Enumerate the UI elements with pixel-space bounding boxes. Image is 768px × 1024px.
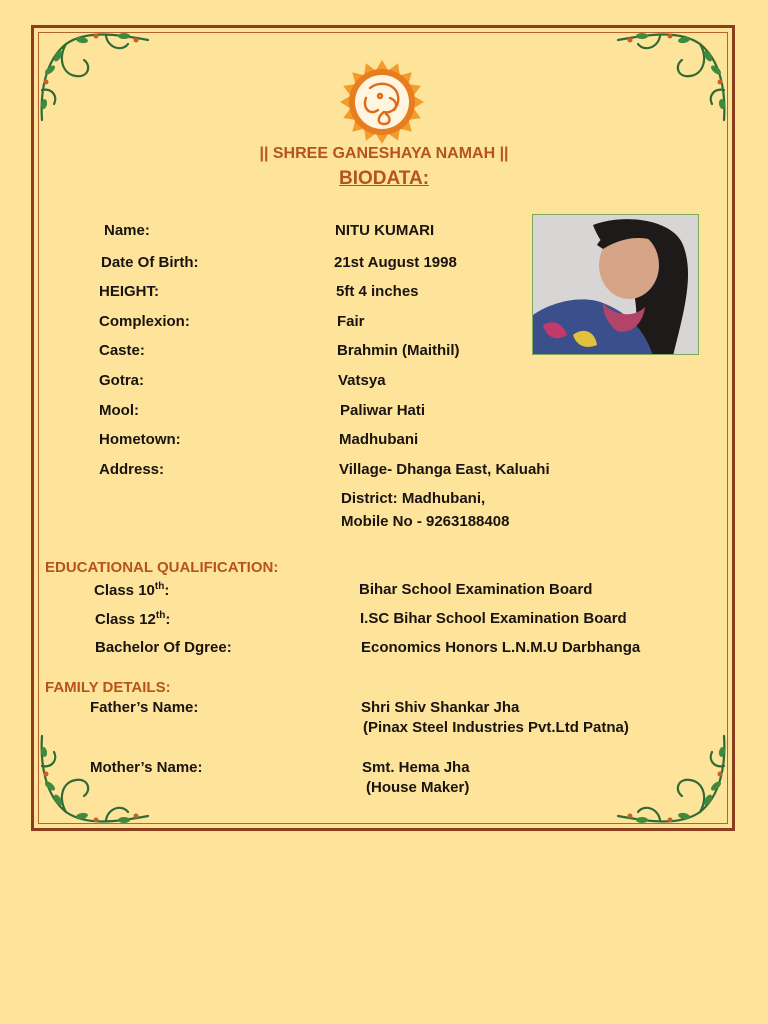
value-mother-note: (House Maker)	[366, 779, 470, 796]
label-caste: Caste:	[99, 342, 145, 359]
value-caste: Brahmin (Maithil)	[337, 342, 460, 359]
profile-photo	[532, 214, 699, 355]
education-heading: EDUCATIONAL QUALIFICATION:	[45, 559, 279, 576]
label-name: Name:	[104, 222, 150, 239]
vine-corner-ornament-icon	[36, 30, 154, 126]
value-address-line1: Village- Dhanga East, Kaluahi	[339, 461, 550, 478]
profile-photo-image	[533, 215, 699, 355]
label-mool: Mool:	[99, 402, 139, 419]
value-name: NITU KUMARI	[335, 222, 435, 239]
vine-corner-ornament-icon	[612, 730, 730, 826]
family-heading: FAMILY DETAILS:	[45, 679, 171, 696]
value-gotra: Vatsya	[338, 372, 386, 389]
value-bachelor: Economics Honors L.N.M.U Darbhanga	[361, 639, 641, 656]
value-mobile: Mobile No - 9263188408	[341, 513, 510, 530]
label-class10: Class 10th:	[94, 581, 170, 599]
label-father: Father’s Name:	[90, 699, 199, 716]
value-dob: 21st August 1998	[334, 254, 457, 271]
invocation-heading: || SHREE GANESHAYA NAMAH ||	[259, 145, 509, 162]
label-gotra: Gotra:	[99, 372, 144, 389]
label-complexion: Complexion:	[99, 313, 190, 330]
label-address: Address:	[99, 461, 165, 478]
value-complexion: Fair	[337, 313, 365, 330]
value-height: 5ft 4 inches	[336, 283, 419, 300]
label-mother: Mother’s Name:	[90, 759, 203, 776]
label-dob: Date Of Birth:	[101, 254, 199, 271]
value-hometown: Madhubani	[339, 431, 419, 448]
label-height: HEIGHT:	[99, 283, 159, 300]
value-address-line2: District: Madhubani,	[341, 490, 486, 507]
label-hometown: Hometown:	[99, 431, 181, 448]
vine-corner-ornament-icon	[36, 730, 154, 826]
value-mother: Smt. Hema Jha	[362, 759, 470, 776]
value-father: Shri Shiv Shankar Jha	[361, 699, 520, 716]
page-title: BIODATA:	[338, 168, 430, 189]
value-class10: Bihar School Examination Board	[359, 581, 593, 598]
vine-corner-ornament-icon	[612, 30, 730, 126]
value-mool: Paliwar Hati	[340, 402, 426, 419]
label-class12: Class 12th:	[95, 610, 171, 628]
value-class12: I.SC Bihar School Examination Board	[360, 610, 627, 627]
label-bachelor: Bachelor Of Dgree:	[95, 639, 232, 656]
ganesha-emblem-icon	[328, 58, 436, 144]
value-father-note: (Pinax Steel Industries Pvt.Ltd Patna)	[363, 719, 629, 736]
